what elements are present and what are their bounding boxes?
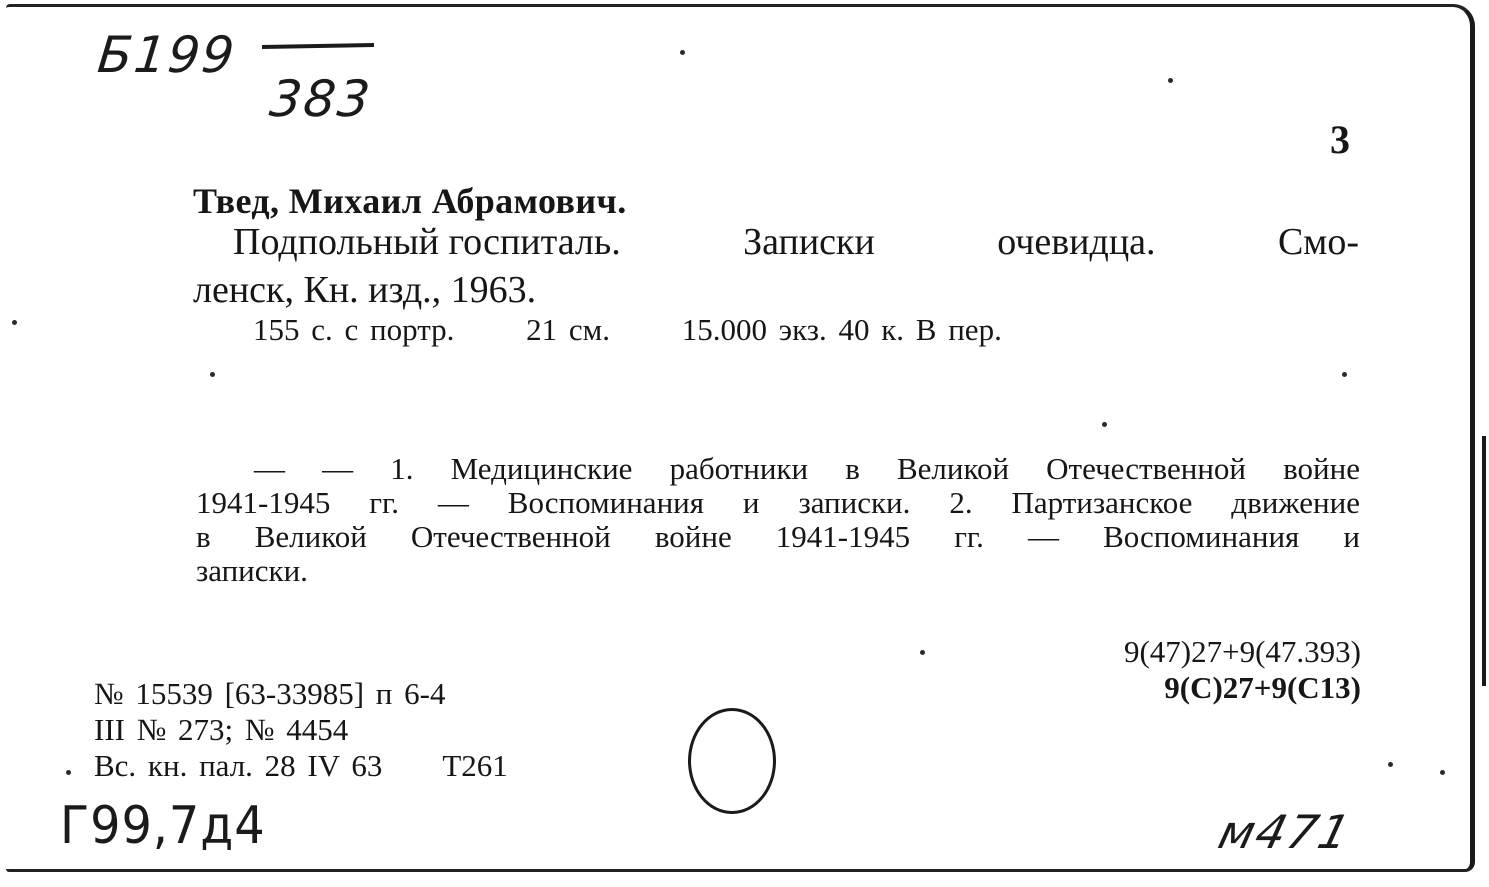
scan-speck <box>680 50 685 55</box>
title-segment: Смо- <box>1277 221 1359 263</box>
size-note: 21 см. <box>526 312 611 347</box>
scan-speck <box>66 770 71 775</box>
classification-index-2: 9(С)27+9(С13) <box>1164 670 1361 705</box>
handwritten-code-left: Г99,7д4 <box>60 796 266 856</box>
imprint-line-3 <box>94 748 508 784</box>
title-segment: Подпольный госпиталь. <box>233 221 621 263</box>
classification-index-1: 9(47)27+9(47.393) <box>1123 634 1361 669</box>
author-heading: Твед, Михаил Абрамович. <box>193 181 627 221</box>
scan-speck <box>1102 422 1107 427</box>
card-punch-hole <box>688 708 776 814</box>
physical-description <box>253 312 1062 348</box>
scan-speck <box>1342 372 1347 377</box>
imprint-line-2: III № 273; № 4454 <box>94 712 349 747</box>
card-number: 3 <box>1330 117 1350 162</box>
handwritten-shelf-mark: Б199 <box>94 26 239 84</box>
title-line-1 <box>233 220 1359 264</box>
title-segment: Записки <box>743 221 875 263</box>
chamber-date: Вс. кн. пал. 28 IV 63 <box>94 748 383 783</box>
scan-speck <box>920 650 925 655</box>
subject-line: — — 1. Медицинские работники в Великой Отечественной войне <box>254 451 1360 486</box>
scan-speck <box>210 372 215 377</box>
subject-headings <box>196 452 1360 588</box>
title-line-2: ленск, Кн. изд., 1963. <box>193 269 537 311</box>
scan-speck <box>12 320 17 325</box>
scan-speck <box>1388 762 1393 767</box>
subject-line: записки. <box>196 553 308 588</box>
title-segment: очевидца. <box>997 221 1156 263</box>
subject-line: 1941-1945 гг. — Воспоминания и записки. 2. Партизанское движение <box>196 485 1360 520</box>
handwritten-shelf-mark-denominator: 383 <box>266 70 375 128</box>
handwritten-code-right: м471 <box>1213 805 1358 859</box>
print-code: Т261 <box>442 748 508 783</box>
scan-speck <box>1440 770 1445 775</box>
scan-edge-mark <box>1482 436 1486 686</box>
subject-line: в Великой Отечественной войне 1941-1945 гг. — Воспоминания и <box>196 519 1360 554</box>
scan-speck <box>1168 78 1173 83</box>
imprint-line-1: № 15539 [63-33985] п 6-4 <box>94 676 446 711</box>
pages-note: 155 с. с портр. <box>253 312 455 347</box>
print-run-price: 15.000 экз. 40 к. В пер. <box>681 312 1002 347</box>
